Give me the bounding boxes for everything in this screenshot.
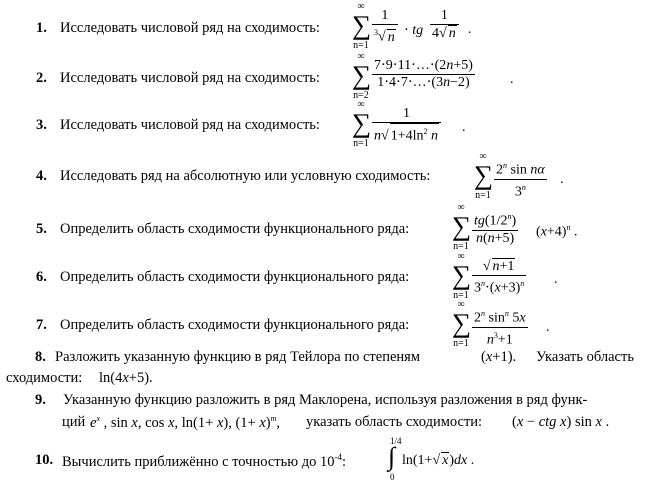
problem-text-b: ций (62, 414, 86, 430)
problem-text: Определить область сходимости функционального ряда: (60, 269, 410, 285)
problem-text-c: указать область сходимости: (306, 414, 483, 430)
problem-text: Исследовать числовой ряд на сходимость: (60, 117, 320, 133)
problem-4: 4. Исследовать ряд на абсолютную или условную сходимость: ∞ ∑ n=1 $\frac{2^n \sin n\alpha}{3^n}$ . (36, 151, 564, 201)
problem-3: 3. Исследовать числовой ряд на сходимость: ∞ ∑ n=1 $\frac{1}{n√ 1+4\ln^2 n}$ . (36, 99, 466, 149)
formula-8b: ln(4x+5). (99, 370, 153, 386)
formula-9a: $e^x$ , sin x, cos x, ln(1+ x), $(1+ x)^m$, (90, 414, 281, 431)
problem-7: 7. Определить область сходимости функционального ряда: ∞ ∑ n=1 $\frac{2^n \sin^n 5x}{n^3+1}$ . (36, 299, 550, 349)
problem-8 (0, 349, 666, 389)
problem-10: 10. Вычислить приближённо с точностью до $10^{-4}$: 1/4 ∫ 0 ln(1+√ x)dx . (35, 436, 475, 482)
problem-9 (0, 392, 666, 436)
problem-number: 3. (36, 117, 47, 133)
problem-text: Исследовать ряд на абсолютную или условную сходимость: (60, 168, 431, 184)
problem-number: 5. (36, 221, 47, 237)
problem-text: Исследовать числовой ряд на сходимость: (60, 20, 320, 36)
problem-text: Указанную функцию разложить в ряд Маклорена, используя разложения в ряд функ- (63, 392, 588, 408)
formula-8a: (x+1). (481, 349, 517, 365)
formula-9b: (x − ctg x) sin x . (512, 414, 610, 430)
problem-2: 2. Исследовать числовой ряд на сходимость: ∞ ∑ n=2 $\frac{7\cdot 9\cdot 11\cdot\dots\cdot(2n+5)}{1\cdot 4\cdot 7\cdot\dots\cdot(3n-2)}$ . (36, 51, 514, 101)
problem-text: Разложить указанную функцию в ряд Тейлора по степеням (55, 349, 421, 365)
problem-1: 1. Исследовать числовой ряд на сходимость: ∞ ∑ n=1 $\frac{1}{^3√ n}$ ⋅ tg $\frac{1}{4√ n}$ . (36, 1, 472, 51)
problem-text-b: Указать область (536, 349, 634, 365)
problem-5: 5. Определить область сходимости функционального ряда: ∞ ∑ n=1 $\frac{tg(1/2^n)}{n(n+5)}$ $(x+4)^n$ . (36, 202, 578, 252)
problem-6: 6. Определить область сходимости функционального ряда: ∞ ∑ n=1 $\frac{√ n+1}{3^n\cdot(x+3)^n}$ . (36, 251, 558, 301)
problem-number: 2. (36, 70, 47, 86)
problem-number: 4. (36, 168, 47, 184)
problem-text: Вычислить приближённо с точностью до $10^{-4}$: (62, 452, 346, 470)
problem-number: 8. (35, 349, 46, 365)
problem-text: Исследовать числовой ряд на сходимость: (60, 70, 320, 86)
problem-number: 9. (35, 392, 46, 408)
problem-number: 10. (35, 452, 54, 468)
problem-text: Определить область сходимости функционального ряда: (60, 317, 410, 333)
problem-number: 7. (36, 317, 47, 333)
problem-text-c: сходимости: (6, 370, 83, 386)
problem-text: Определить область сходимости функционального ряда: (60, 221, 410, 237)
problem-number: 1. (36, 20, 47, 36)
problem-number: 6. (36, 269, 47, 285)
